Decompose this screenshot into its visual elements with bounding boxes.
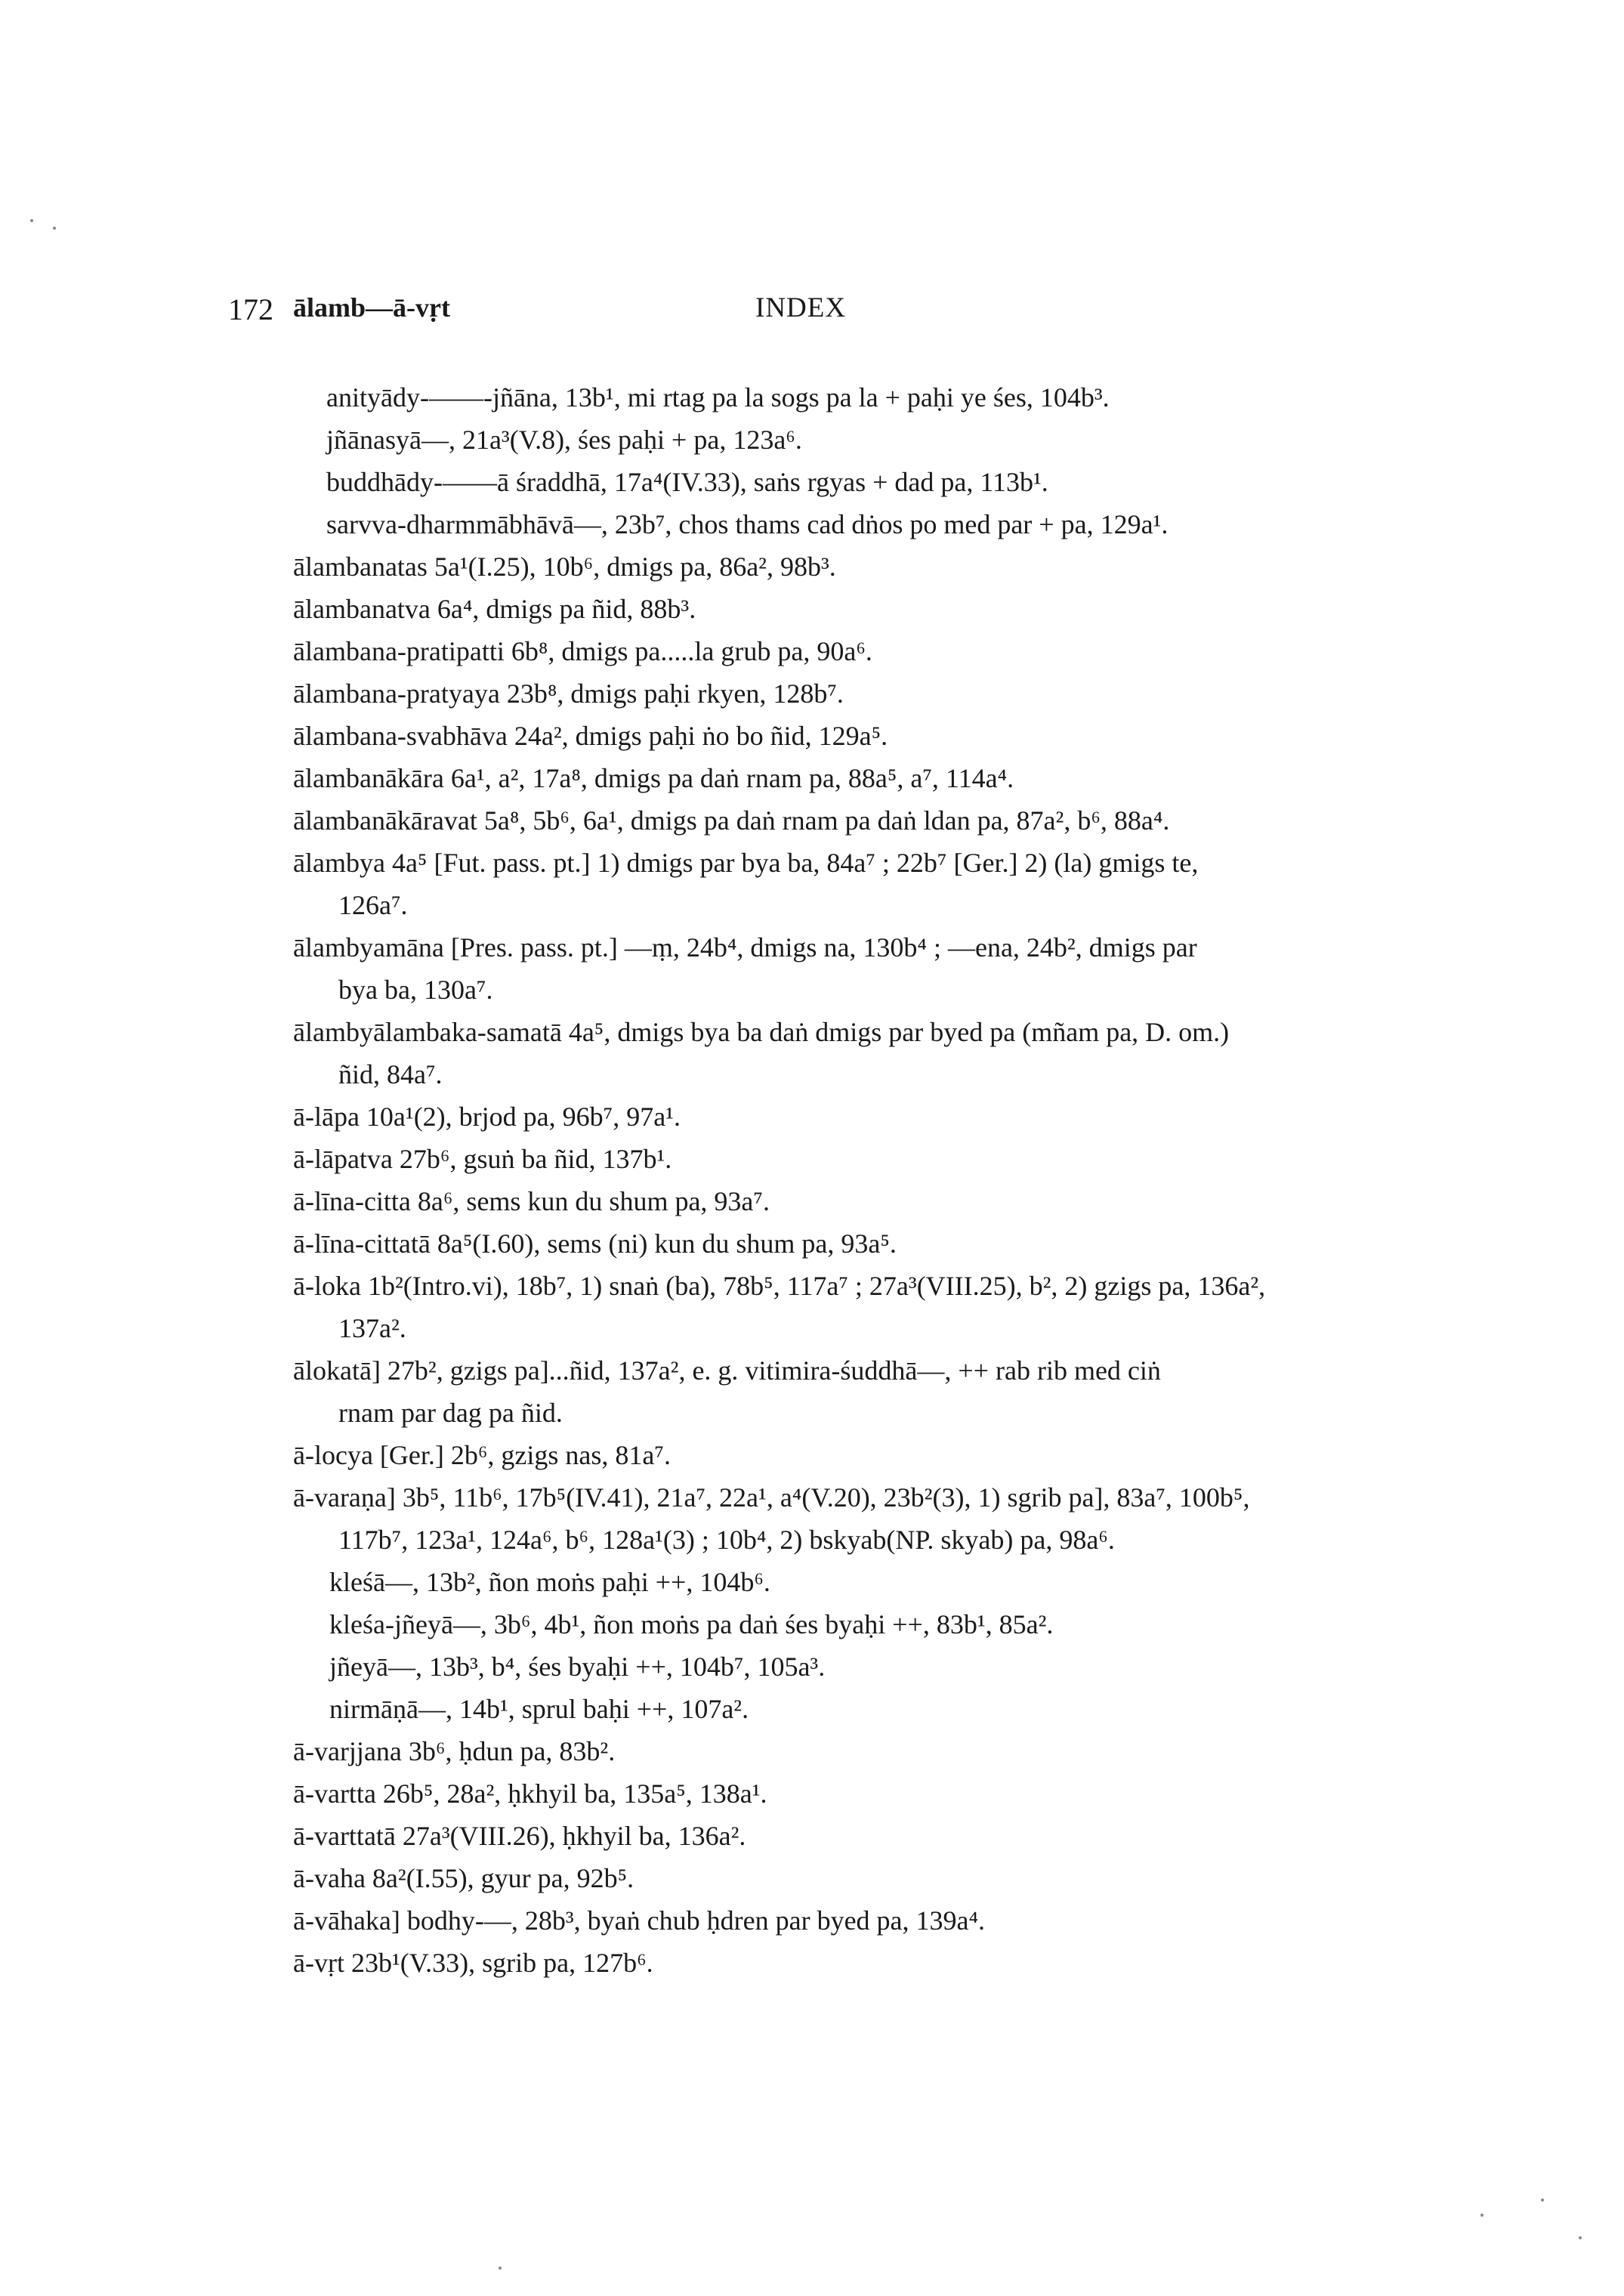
index-entry [293,1730,1366,1772]
entry-line: ālambanākāra 6a¹, a², 17a⁸, dmigs pa daṅ rnam pa, 88a⁵, a⁷, 114a⁴. [293,763,1014,793]
index-entry [293,1180,1366,1222]
index-entry [293,1222,1366,1265]
entry-line: ā-varaṇa] 3b⁵, 11b⁶, 17b⁵(IV.41), 21a⁷, 22a¹, a⁴(V.20), 23b²(3), 1) sgrib pa], 83a⁷, 100b⁵, [293,1482,1250,1513]
scan-speck [53,227,56,230]
index-entry [293,1772,1366,1815]
entry-continuation-line: 126a⁷. [338,890,408,920]
entry-line: ālambanatva 6a⁴, dmigs pa ñid, 88b³. [293,594,696,624]
entry-line: jñānasyā—, 21a³(V.8), śes paḥi + pa, 123a⁶. [326,425,802,455]
entry-continuation-line: bya ba, 130a⁷. [338,975,493,1005]
entry-line: ālambanākāravat 5a⁸, 5b⁶, 6a¹, dmigs pa daṅ rnam pa daṅ ldan pa, 87a², b⁶, 88a⁴. [293,805,1170,836]
entry-line: ālambanatas 5a¹(I.25), 10b⁶, dmigs pa, 86a², 98b³. [293,552,836,582]
index-entry [293,1899,1366,1942]
index-entry [293,419,1366,461]
index-entry [293,1138,1366,1180]
index-entry [293,1011,1366,1095]
entry-line: ā-līna-citta 8a⁶, sems kun du shum pa, 93a⁷. [293,1186,770,1216]
entry-line: kleśā—, 13b², ñon moṅs paḥi ++, 104b⁶. [329,1567,770,1597]
entry-line: ālambana-pratipatti 6b⁸, dmigs pa.....la grub pa, 90a⁶. [293,636,872,666]
index-entry [293,842,1366,926]
entry-line: ā-vartta 26b⁵, 28a², ḥkhyil ba, 135a⁵, 138a¹. [293,1778,767,1809]
index-entry [293,926,1366,1011]
scan-speck [499,2267,502,2270]
entry-line: jñeyā—, 13b³, b⁴, śes byaḥi ++, 104b⁷, 105a³. [329,1652,826,1682]
entry-line: nirmāṇā—, 14b¹, sprul baḥi ++, 107a². [329,1694,749,1724]
index-entry [293,1476,1366,1561]
index-entry [293,630,1366,672]
entry-line: sarvva-dharmmābhāvā—, 23b⁷, chos thams cad dṅos po med par + pa, 129a¹. [326,509,1169,539]
index-entry [293,588,1366,630]
entry-line: ā-lāpa 10a¹(2), brjod pa, 96b⁷, 97a¹. [293,1102,681,1132]
entry-line: ālambana-svabhāva 24a², dmigs paḥi ṅo bo ñid, 129a⁵. [293,721,888,751]
index-entries [293,376,1366,1984]
entry-line: ā-varttatā 27a³(VIII.26), ḥkhyil ba, 136a². [293,1821,746,1851]
index-entry [293,1095,1366,1138]
index-entry [293,1603,1366,1646]
scan-speck [1579,2236,1582,2239]
entry-line: ā-varjjana 3b⁶, ḥdun pa, 83b². [293,1736,616,1766]
entry-line: ā-vāhaka] bodhy-—, 28b³, byaṅ chub ḥdren par byed pa, 139a⁴. [293,1905,986,1936]
index-entry [293,461,1366,503]
index-entry [293,545,1366,588]
index-entry [293,1646,1366,1688]
page-number: 172 [228,292,273,326]
entry-line: ā-locya [Ger.] 2b⁶, gzigs nas, 81a⁷. [293,1440,671,1470]
entry-line: ā-vṛt 23b¹(V.33), sgrib pa, 127b⁶. [293,1948,653,1978]
entry-line: ālambyamāna [Pres. pass. pt.] —ṃ, 24b⁴, dmigs na, 130b⁴ ; —ena, 24b², dmigs par [293,932,1197,963]
index-entry [293,1688,1366,1730]
entry-continuation-line: 117b⁷, 123a¹, 124a⁶, b⁶, 128a¹(3) ; 10b⁴, 2) bskyab(NP. skyab) pa, 98a⁶. [338,1525,1115,1555]
index-entry [293,1265,1366,1349]
index-entry [293,503,1366,545]
entry-line: ālokatā] 27b², gzigs pa]...ñid, 137a², e. g. vitimira-śuddhā—, ++ rab rib med ciṅ [293,1355,1161,1386]
entry-continuation-line: rnam par dag pa ñid. [338,1398,563,1428]
running-head: ālamb—ā-vṛt [293,292,450,323]
index-entry [293,1815,1366,1857]
entry-line: ā-vaha 8a²(I.55), gyur pa, 92b⁵. [293,1863,634,1893]
index-entry [293,376,1366,419]
entry-continuation-line: ñid, 84a⁷. [338,1059,443,1089]
scan-speck [1480,2214,1484,2217]
index-entry [293,715,1366,757]
index-entry [293,1434,1366,1476]
entry-line: ā-līna-cittatā 8a⁵(I.60), sems (ni) kun du shum pa, 93a⁵. [293,1228,897,1259]
index-entry [293,1561,1366,1603]
index-entry [293,757,1366,799]
scan-speck [30,219,33,222]
page-title: INDEX [755,292,847,323]
entry-line: ālambyālambaka-samatā 4a⁵, dmigs bya ba daṅ dmigs par byed pa (mñam pa, D. om.) [293,1017,1230,1047]
index-entry [293,1349,1366,1434]
index-entry [293,1857,1366,1899]
entry-line: ā-loka 1b²(Intro.vi), 18b⁷, 1) snaṅ (ba), 78b⁵, 117a⁷ ; 27a³(VIII.25), b², 2) gzigs pa, 136a², [293,1271,1266,1301]
entry-line: anityādy-——-jñāna, 13b¹, mi rtag pa la sogs pa la + paḥi ye śes, 104b³. [326,382,1110,413]
entry-line: kleśa-jñeyā—, 3b⁶, 4b¹, ñon moṅs pa daṅ śes byaḥi ++, 83b¹, 85a². [329,1609,1054,1639]
entry-continuation-line: 137a². [338,1313,406,1343]
scan-speck [1541,2199,1544,2202]
index-entry [293,672,1366,715]
entry-line: ālambya 4a⁵ [Fut. pass. pt.] 1) dmigs par bya ba, 84a⁷ ; 22b⁷ [Ger.] 2) (la) gmigs te, [293,848,1199,878]
entry-line: ā-lāpatva 27b⁶, gsuṅ ba ñid, 137b¹. [293,1144,672,1174]
entry-line: ālambana-pratyaya 23b⁸, dmigs paḥi rkyen, 128b⁷. [293,678,844,709]
index-entry [293,799,1366,842]
entry-line: buddhādy-——ā śraddhā, 17a⁴(IV.33), saṅs rgyas + dad pa, 113b¹. [326,467,1048,497]
index-entry [293,1942,1366,1984]
